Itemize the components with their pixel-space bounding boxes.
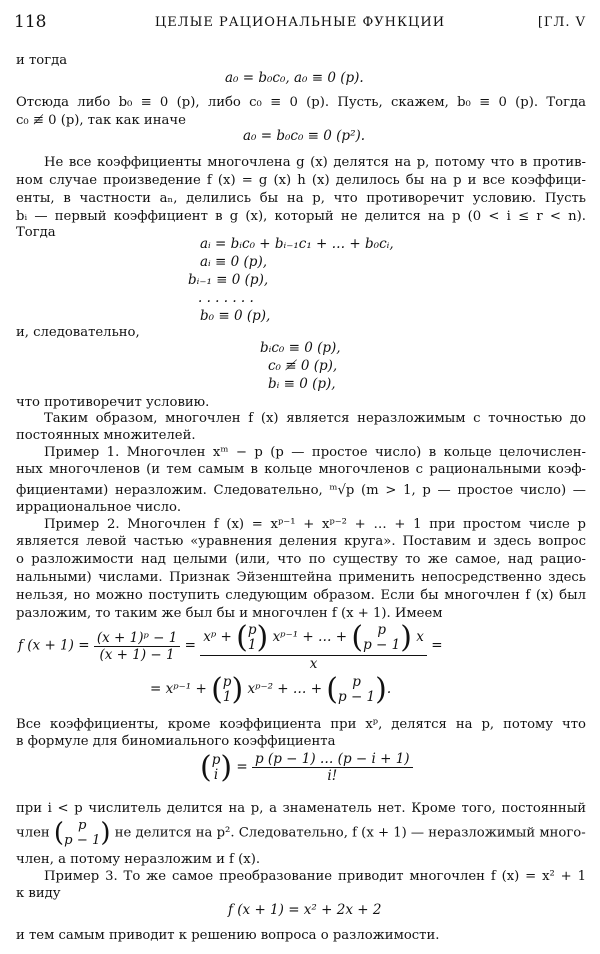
equation: b₀ ≡ 0 (p), [200,308,271,324]
equals-sign: = [184,637,196,654]
binomial [338,675,375,705]
text-line: о разложимости над целыми (или, что по существу то же самое, над рацио- [16,552,586,567]
paren: ( [236,620,248,655]
equation: aᵢ = bᵢc₀ + bᵢ₋₁c₁ + … + b₀cᵢ, [200,236,394,252]
paren: ( [326,672,339,707]
equation: bᵢ ≡ 0 (p), [268,376,336,392]
equals-sign: = [431,637,443,654]
binomial [248,623,257,653]
binom-top: p [222,673,232,690]
text-line: и тогда [16,53,68,68]
term: x [416,629,424,645]
numerator: (x + 1)ᵖ − 1 [96,629,178,646]
text-line: Пример 2. Многочлен f (x) = xᵖ⁻¹ + xᵖ⁻² + … + 1 при простом числе p [44,517,586,532]
binom-bottom: p − 1 [338,688,376,705]
binomial-expansion-line2 [150,672,391,712]
binom-top: p [247,621,257,638]
text-line-with-binomial [16,816,586,850]
equation: bᵢ₋₁ ≡ 0 (p), [188,272,269,288]
numerator: p (p − 1) … (p − i + 1) [255,751,410,767]
term: . [386,681,392,697]
denominator: (x + 1) − 1 [94,646,181,663]
equation: f (x + 1) = x² + 2x + 2 [228,902,382,918]
text-line: Пример 3. То же самое преобразование приводит многочлен f (x) = x² + 1 [44,869,586,884]
equation: a₀ = b₀c₀, a₀ ≡ 0 (p). [225,70,364,86]
text-line: енты, в частности aₙ, делились бы на p, что противоречит условию. Пусть [16,191,586,206]
text-line: к виду [16,886,61,901]
text-line: разложим, то таким же был бы и многочлен f (x + 1). Имеем [16,606,443,621]
text-line: ных многочленов (и тем самым в кольце многочленов с рациональными коэф- [16,462,586,477]
text-line: и, следовательно, [16,325,140,340]
text-line: и тем самым приводит к решению вопроса о разложимости. [16,928,440,943]
text-line: что противоречит условию. [16,395,210,410]
binom-top: p [377,621,387,638]
fraction [200,620,427,672]
equation: bᵢc₀ ≡ 0 (p), [260,340,341,356]
equation: . . . . . . . [198,290,254,306]
term: xᵖ⁻² + … + [247,681,322,697]
text-line: иррациональное число. [16,500,182,515]
text-line: при i < p числитель делится на p, а знаменатель нет. Кроме того, постоянный [16,801,586,816]
text-line: bᵢ — первый коэффициент в g (x), который не делится на p (0 < i ≤ r < n). [16,209,586,224]
term: xᵖ⁻¹ + … + [272,629,348,645]
denominator: x [200,655,427,672]
page-number: 118 [14,12,47,32]
paren: ( [211,672,223,707]
text-line: в формуле для биномиального коэффициента [16,734,336,749]
paren: ( [351,620,364,655]
text-line: фициентами) неразложим. Следовательно, ᵐ√p (m > 1, p — простое число) — [16,483,586,498]
binom-bottom: 1 [247,636,257,653]
binom-top: p [77,818,87,833]
paren: ) [100,818,111,848]
page-header [14,12,586,34]
binom-bottom: 1 [222,688,232,705]
running-title: ЦЕЛЫЕ РАЦИОНАЛЬНЫЕ ФУНКЦИИ [154,15,446,30]
text-line: нальными) числами. Признак Эйзенштейна применить непосредственно здесь [16,570,586,585]
text-line: Все коэффициенты, кроме коэффициента при xᵖ, делятся на p, потому что [16,717,586,732]
paren: ) [375,672,387,707]
paren: ) [400,620,412,655]
fraction [94,630,181,663]
text-line: ном случае произведение f (x) = g (x) h (x) делилось бы на p и все коэффици- [16,173,586,188]
binom-bottom: p − 1 [64,833,101,848]
paren: ) [256,620,269,655]
binom-top: p [352,673,361,690]
text: член [16,825,50,841]
formula-lhs: f (x + 1) = [18,637,90,654]
binomial-coefficient-formula [200,750,413,790]
equals-sign: = [236,759,248,775]
binom-top: p [211,751,221,768]
text-line: Отсюда либо b₀ ≡ 0 (p), либо c₀ ≡ 0 (p). Пусть, скажем, b₀ ≡ 0 (p). Тогда [16,95,586,110]
text-line: Не все коэффициенты многочлена g (x) делятся на p, потому что в против- [44,155,586,170]
paren: ( [200,750,212,785]
paren: ) [220,750,233,785]
text-line: Пример 1. Многочлен xᵐ − p (p — простое число) в кольце целочислен- [44,445,586,460]
text-line: постоянных множителей. [16,428,196,443]
fraction [252,751,413,784]
paren: ( [53,818,65,848]
term: = xᵖ⁻¹ + [150,681,207,697]
numerator [200,620,427,655]
text-line: Таким образом, многочлен f (x) является неразложимым с точностью до [44,411,586,426]
equation: c₀ ≢ 0 (p), [268,358,338,374]
text-line: член, а потому неразложим и f (x). [16,852,261,867]
paren: ) [231,672,244,707]
denominator: i! [252,767,413,784]
binom-bottom: p − 1 [363,636,401,653]
binomial [64,818,100,848]
chapter-label: [ГЛ. V [537,15,586,30]
binomial [363,623,400,653]
binom-bottom: i [213,766,219,783]
text-line: Тогда [16,225,56,240]
text-line: c₀ ≢ 0 (p), так как иначе [16,113,186,128]
text-line: является левой частью «уравнения деления круга». Поставим и здесь вопрос [16,534,586,549]
equation: aᵢ ≡ 0 (p), [200,254,268,270]
term: xᵖ + [203,629,232,645]
binomial-expansion-formula [18,620,588,672]
text: не делится на p². Следовательно, f (x + 1) — неразложимый много- [114,825,586,841]
text-line: нельзя, но можно поступить следующим образом. Если бы многочлен f (x) был [16,588,586,603]
equation: a₀ = b₀c₀ ≡ 0 (p²). [243,128,366,144]
